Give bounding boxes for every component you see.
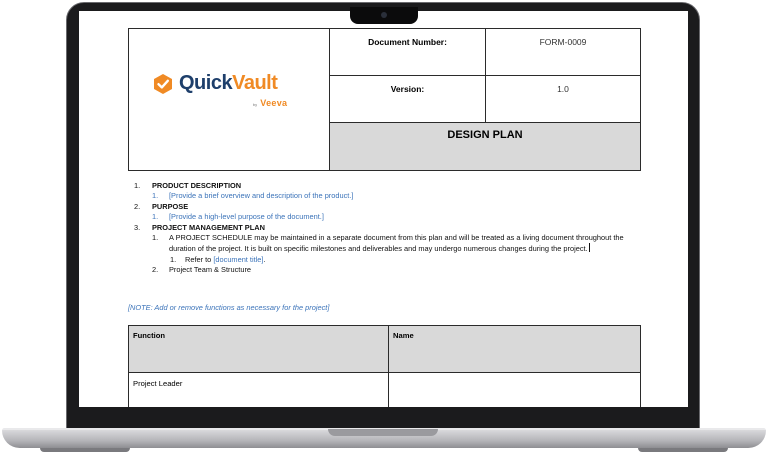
item-number: 1. [152,212,159,222]
version-value-cell[interactable] [486,76,641,123]
document-number-value-cell[interactable] [486,29,641,76]
placeholder-text: [Provide a brief overview and description of the product.] [169,191,354,201]
placeholder-text: [Provide a high-level purpose of the document.] [169,212,324,222]
refer-prefix: Refer to [185,254,214,264]
laptop-base [2,428,766,448]
list-item[interactable] [134,255,654,265]
document-title: DESIGN PLAN [447,129,523,141]
list-item[interactable] [134,191,654,201]
column-header-name: Name [389,326,641,373]
refer-suffix: . [263,254,266,264]
laptop-foot-left [40,448,130,452]
section-number: 3. [134,222,141,232]
paragraph-text: A PROJECT SCHEDULE may be maintained in a separate document from this plan and will be treated as a living document throughout the duration of the project. It is built on specific milestones and deliverables and may undergo numerous changes during the project. [169,233,624,254]
section-title: PROJECT MANAGEMENT PLAN [152,222,265,232]
version-value: 1.0 [557,84,569,94]
item-number: 1. [152,191,159,201]
functions-table [128,325,641,407]
list-item[interactable] [134,265,654,275]
logo-byline [253,98,287,108]
version-label-cell [330,76,486,123]
document-screen [79,11,688,407]
document-title-cell [330,123,641,171]
item-number: 2. [152,265,159,275]
logo-word-quick: Quick [179,72,233,94]
section-title: PURPOSE [152,201,189,211]
logo-word-vault: Vault [232,72,278,94]
note-text: [NOTE: Add or remove functions as necessary for the project] [128,303,330,312]
item-text: Project Team & Structure [169,265,252,275]
logo-by-brand: Veeva [260,98,288,108]
section-number: 1. [134,181,141,190]
section-project-management-plan [134,223,654,233]
table-cell-name[interactable] [389,373,641,408]
document-title-link[interactable]: [document title] [213,254,264,264]
list-item[interactable] [134,233,637,255]
version-label: Version: [390,84,425,94]
section-number: 2. [134,201,141,211]
column-header-function: Function [129,326,389,373]
table-row [129,373,641,408]
laptop-groove [328,429,438,436]
checkmark-shield-icon [152,73,174,95]
logo-wordmark [179,72,277,95]
document-number-label-cell [330,29,486,76]
text-cursor [589,243,590,252]
laptop-foot-right [638,448,728,452]
logo-cell [129,29,330,171]
camera-icon [381,12,387,18]
table-cell-function[interactable]: Project Leader [129,373,389,408]
item-number: 1. [170,254,177,264]
section-product-description [134,181,654,191]
document-header-table [128,28,641,171]
document-outline [134,181,654,276]
section-purpose [134,202,654,212]
document-number-label: Document Number: [368,37,447,47]
document-number-value: FORM-0009 [539,37,587,47]
section-title: PRODUCT DESCRIPTION [152,181,242,190]
logo-by-small: by [253,103,258,107]
list-item[interactable] [134,212,654,222]
item-number: 1. [152,233,159,243]
camera-notch [350,7,418,24]
